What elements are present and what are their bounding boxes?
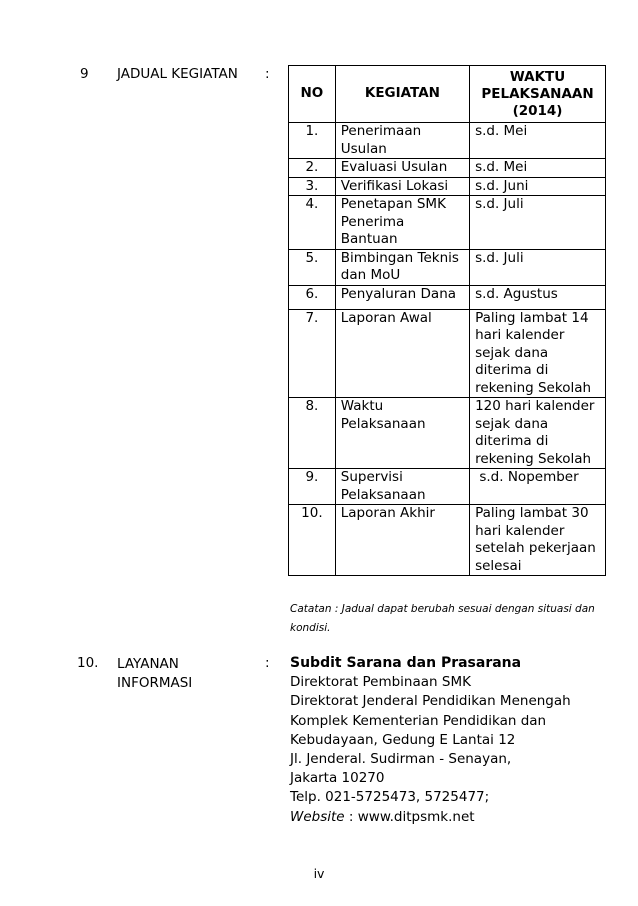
waktu-line: s.d. Mei (475, 123, 528, 139)
kegiatan-line: Evaluasi Usulan (340, 159, 448, 175)
waktu-line: hari kalender (475, 522, 565, 539)
row-kegiatan (335, 285, 469, 309)
contact-line: Direktorat Jenderal Pendidikan Menengah (290, 693, 571, 710)
row-waktu (470, 123, 606, 159)
schedule-row (289, 398, 606, 469)
contact-line: Telp. 021-5725473, 5725477; (290, 789, 490, 806)
kegiatan-line: Penerimaan (340, 123, 422, 139)
row-no: 5. (289, 249, 336, 285)
waktu-line: Paling lambat 14 (475, 309, 589, 326)
row-waktu (470, 177, 606, 196)
contact-line: Jl. Jenderal. Sudirman - Senayan, (290, 751, 512, 768)
section-10-colon: : (265, 655, 270, 671)
header-waktu-line: PELAKSANAAN (481, 85, 594, 102)
note-line: Catatan : Jadual dapat berubah sesuai dengan situasi dan (290, 603, 595, 615)
row-no: 10. (289, 505, 336, 576)
contact-line: Kebudayaan, Gedung E Lantai 12 (290, 731, 516, 748)
row-waktu (470, 196, 606, 250)
waktu-line: hari kalender (475, 327, 565, 343)
row-kegiatan (335, 177, 469, 196)
waktu-line: s.d. Juli (475, 249, 524, 266)
kegiatan-line: Pelaksanaan (340, 415, 426, 432)
row-waktu (470, 285, 606, 309)
section-10-label-line: LAYANAN (117, 656, 179, 672)
waktu-line: s.d. Agustus (475, 285, 558, 302)
header-kegiatan: KEGIATAN (335, 66, 469, 123)
row-no: 8. (289, 398, 336, 469)
schedule-row (289, 285, 606, 309)
contact-line: Jakarta 10270 (290, 770, 385, 787)
kegiatan-line: Waktu (340, 398, 384, 414)
contact-info (290, 654, 620, 827)
row-kegiatan (335, 249, 469, 285)
row-no: 9. (289, 469, 336, 505)
schedule-header-row (289, 66, 606, 123)
waktu-line: Paling lambat 30 (475, 505, 589, 521)
row-waktu (470, 398, 606, 469)
row-waktu (470, 309, 606, 398)
header-waktu-line: (2014) (512, 102, 563, 119)
waktu-line: sejak dana (475, 415, 549, 432)
section-9-number: 9 (80, 66, 89, 82)
waktu-line: rekening Sekolah (475, 450, 592, 467)
schedule-table (288, 65, 606, 576)
page-number: iv (313, 866, 325, 881)
row-kegiatan (335, 159, 469, 178)
kegiatan-line: Verifikasi Lokasi (340, 177, 449, 194)
section-9-colon: : (265, 66, 270, 82)
waktu-line: rekening Sekolah (475, 379, 592, 396)
row-waktu (470, 469, 606, 505)
waktu-line: setelah pekerjaan (475, 540, 596, 556)
kegiatan-line: Bantuan (340, 231, 398, 247)
section-10-label (117, 655, 237, 693)
row-waktu (470, 159, 606, 178)
website-label: Website (290, 808, 345, 825)
header-waktu (470, 66, 606, 123)
schedule-note (290, 600, 620, 638)
section-10-number: 10. (77, 655, 99, 671)
website-link[interactable]: : www.ditpsmk.net (344, 808, 475, 825)
header-no: NO (289, 66, 336, 123)
row-kegiatan (335, 123, 469, 159)
website-line (290, 808, 620, 827)
kegiatan-line: Supervisi (340, 469, 403, 485)
row-kegiatan (335, 398, 469, 469)
row-waktu (470, 505, 606, 576)
row-kegiatan (335, 309, 469, 398)
row-no: 7. (289, 309, 336, 398)
kegiatan-line: Penerima (340, 213, 405, 230)
kegiatan-line: Usulan (340, 140, 387, 157)
waktu-line: s.d. Mei (475, 159, 528, 175)
section-9-label: JADUAL KEGIATAN (117, 66, 238, 82)
waktu-line: sejak dana (475, 344, 549, 361)
waktu-line: diterima di (475, 362, 549, 378)
schedule-row (289, 177, 606, 196)
kegiatan-line: Pelaksanaan (340, 486, 426, 503)
row-no: 2. (289, 159, 336, 178)
waktu-line: s.d. Juli (475, 196, 524, 212)
waktu-line: diterima di (475, 433, 549, 449)
contact-heading: Subdit Sarana dan Prasarana (290, 655, 522, 671)
schedule-row (289, 123, 606, 159)
row-kegiatan (335, 469, 469, 505)
waktu-line: s.d. Nopember (475, 469, 579, 485)
schedule-row (289, 196, 606, 250)
row-waktu (470, 249, 606, 285)
section-10-label-line: INFORMASI (117, 675, 193, 691)
schedule-row (289, 249, 606, 285)
waktu-line: selesai (475, 557, 522, 574)
row-no: 1. (289, 123, 336, 159)
contact-line: Direktorat Pembinaan SMK (290, 674, 471, 691)
kegiatan-line: Bimbingan Teknis (340, 249, 459, 266)
kegiatan-line: Laporan Akhir (340, 505, 435, 521)
kegiatan-line: Penetapan SMK (340, 196, 446, 212)
waktu-line: s.d. Juni (475, 177, 529, 194)
schedule-row (289, 159, 606, 178)
row-no: 4. (289, 196, 336, 250)
kegiatan-line: Penyaluran Dana (340, 285, 457, 302)
kegiatan-line: dan MoU (340, 267, 401, 283)
schedule-row (289, 505, 606, 576)
schedule-row (289, 309, 606, 398)
row-no: 6. (289, 285, 336, 309)
schedule-row (289, 469, 606, 505)
contact-line: Komplek Kementerian Pendidikan dan (290, 712, 547, 729)
note-line: kondisi. (290, 622, 331, 634)
kegiatan-line: Laporan Awal (340, 309, 432, 326)
row-no: 3. (289, 177, 336, 196)
row-kegiatan (335, 505, 469, 576)
row-kegiatan (335, 196, 469, 250)
header-waktu-line: WAKTU (509, 68, 566, 85)
waktu-line: 120 hari kalender (475, 398, 595, 414)
